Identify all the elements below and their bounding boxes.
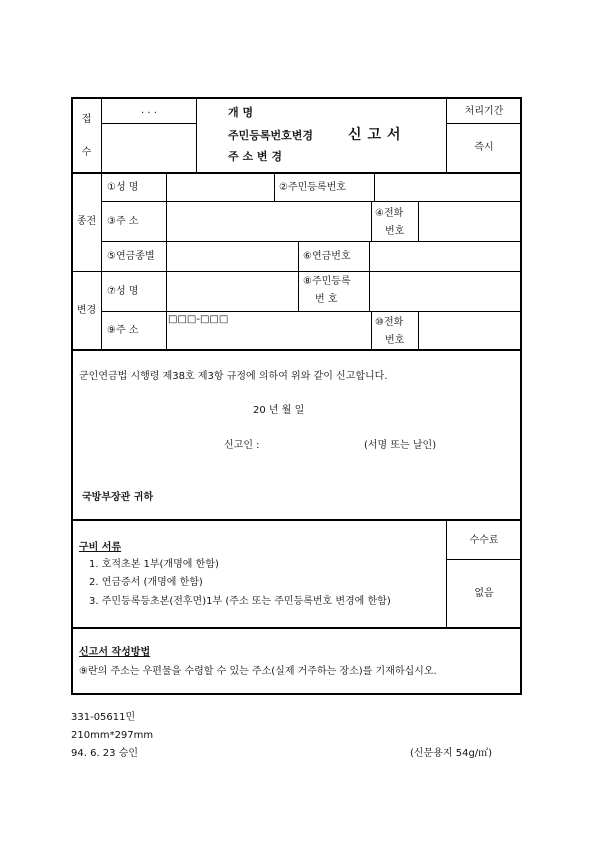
document-item: 2. 연금증서 (개명에 한함) <box>89 577 203 588</box>
previous-phone-label-2: 번호 <box>385 226 405 237</box>
title-address-change: 주 소 변 경 <box>228 150 282 163</box>
previous-name-field[interactable] <box>167 174 273 200</box>
declaration-date[interactable]: 20 년 월 일 <box>253 405 305 416</box>
new-rrn-field[interactable] <box>370 273 520 310</box>
form-border-top <box>71 97 522 99</box>
new-rrn-label-2: 번 호 <box>315 294 338 305</box>
pension-type-field[interactable] <box>167 243 297 270</box>
pension-type-label: ⑤연금종별 <box>107 251 155 262</box>
receipt-date-field[interactable]: · · · <box>141 108 157 119</box>
title-rename: 개 명 <box>228 106 254 119</box>
addressee: 국방부장관 귀하 <box>82 492 154 503</box>
new-name-field[interactable] <box>167 273 297 310</box>
form-border-right <box>520 97 522 695</box>
form-title: 신고서 <box>348 127 407 143</box>
previous-phone-label-1: ④전화 <box>375 208 404 219</box>
form-border-bottom <box>71 693 522 695</box>
receipt-label-1: 접 <box>81 114 92 125</box>
fee-label: 수수료 <box>469 535 499 546</box>
receipt-number-field[interactable] <box>102 124 196 171</box>
new-address-label: ⑨주 소 <box>107 325 139 336</box>
declarant-name-field[interactable] <box>270 437 360 453</box>
change-section-label: 변경 <box>76 305 97 316</box>
previous-rrn-field[interactable] <box>375 174 520 200</box>
declarant-label: 신고인 : <box>224 440 260 451</box>
document-item: 1. 호적초본 1부(개명에 한함) <box>89 559 219 570</box>
previous-name-label: ①성 명 <box>107 182 139 193</box>
document-item: 3. 주민등록등초본(전후면)1부 (주소 또는 주민등록번호 변경에 한함) <box>89 596 391 607</box>
documents-heading: 구비 서류 <box>79 542 122 553</box>
new-name-label: ⑦성 명 <box>107 286 139 297</box>
form-number: 331-05611민 <box>71 712 136 723</box>
postal-code-boxes[interactable]: □□□-□□□ <box>168 314 229 325</box>
new-phone-label-1: ⑩전화 <box>375 317 404 328</box>
previous-section-label: 종전 <box>76 216 97 227</box>
title-rrn-change: 주민등록번호변경 <box>228 129 314 142</box>
instructions-heading: 신고서 작성방법 <box>79 647 151 658</box>
new-phone-field[interactable] <box>419 313 520 348</box>
form-border-left <box>71 97 73 695</box>
previous-rrn-label: ②주민등록번호 <box>279 182 346 193</box>
processing-period-value: 즉시 <box>474 142 494 153</box>
previous-address-field[interactable] <box>167 203 370 240</box>
fee-value: 없음 <box>474 588 494 599</box>
paper-type: (신문용지 54g/㎡) <box>410 748 493 759</box>
paper-size: 210mm*297mm <box>71 730 154 741</box>
pension-number-label: ⑥연금번호 <box>303 251 351 262</box>
new-phone-label-2: 번호 <box>385 335 405 346</box>
declaration-statement: 군인연금법 시행령 제38호 제3항 규정에 의하여 위와 같이 신고합니다. <box>79 371 388 382</box>
processing-period-label: 처리기간 <box>464 106 504 117</box>
previous-phone-field[interactable] <box>419 203 520 240</box>
approval-date: 94. 6. 23 승인 <box>71 748 139 759</box>
new-rrn-label-1: ⑧주민등록 <box>303 276 351 287</box>
signature-note: (서명 또는 날인) <box>364 440 437 451</box>
receipt-label-2: 수 <box>81 147 92 158</box>
new-address-field[interactable] <box>167 328 370 348</box>
instructions-text: ⑨란의 주소는 우편물을 수령할 수 있는 주소(실제 거주하는 장소)를 기재하십시오. <box>79 666 437 677</box>
pension-number-field[interactable] <box>370 243 520 270</box>
previous-address-label: ③주 소 <box>107 216 139 227</box>
